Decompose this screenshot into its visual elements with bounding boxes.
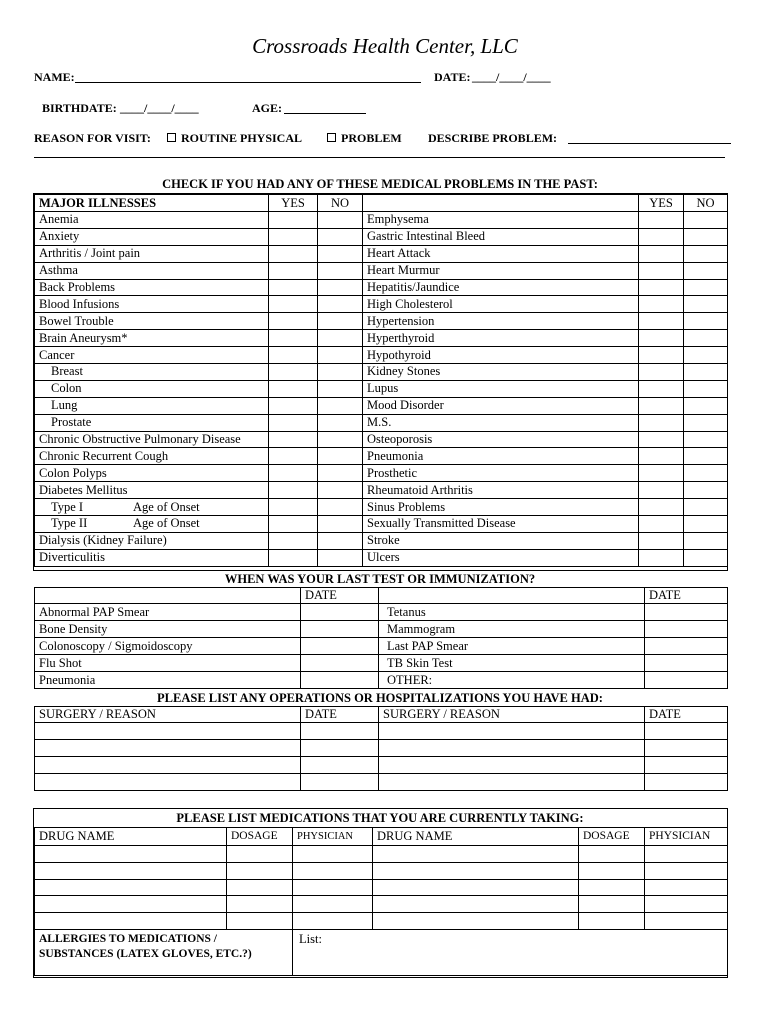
- illness-no-checkbox-right[interactable]: [684, 397, 728, 414]
- illness-subtype: Lung: [51, 398, 78, 413]
- age-of-onset-label: Age of Onset: [133, 499, 200, 514]
- dosage-field-right[interactable]: [579, 913, 645, 930]
- physician-field-right[interactable]: [645, 913, 728, 930]
- test-date-field-right[interactable]: [645, 672, 728, 689]
- describe-problem-label: DESCRIBE PROBLEM:: [428, 131, 558, 145]
- test-row: [35, 672, 728, 689]
- routine-physical-label: ROUTINE PHYSICAL: [181, 131, 303, 145]
- illness-name-right: Kidney Stones: [363, 364, 639, 381]
- illness-subtype: Type II: [51, 516, 88, 531]
- illness-yes-checkbox-right[interactable]: [639, 364, 684, 381]
- illness-yes-checkbox[interactable]: [269, 431, 318, 448]
- illness-yes-checkbox[interactable]: [269, 228, 318, 245]
- illness-yes-checkbox[interactable]: [269, 313, 318, 330]
- drug-name-field[interactable]: [35, 879, 227, 896]
- name-field[interactable]: [75, 82, 421, 83]
- age-label: AGE:: [252, 101, 282, 115]
- illness-row: [35, 330, 728, 347]
- op-date-field-right[interactable]: [645, 757, 728, 774]
- physician-field[interactable]: [293, 879, 373, 896]
- illness-no-checkbox-right[interactable]: [684, 313, 728, 330]
- illness-yes-checkbox[interactable]: [269, 296, 318, 313]
- yes-header: YES: [269, 195, 318, 212]
- illness-name-right: Hepatitis/Jaundice: [363, 279, 639, 296]
- illness-no-checkbox-right[interactable]: [684, 414, 728, 431]
- routine-physical-checkbox[interactable]: [167, 133, 176, 142]
- illness-header-blank: [363, 195, 639, 212]
- illness-row: [35, 279, 728, 296]
- op-date-field-right[interactable]: [645, 740, 728, 757]
- problem-label: PROBLEM: [341, 131, 402, 145]
- drug-name-field[interactable]: [35, 913, 227, 930]
- illnesses-table: [34, 194, 728, 567]
- illness-row: [35, 380, 728, 397]
- operations-heading: PLEASE LIST ANY OPERATIONS OR HOSPITALIZATIONS YOU HAVE HAD:: [157, 691, 603, 705]
- illness-yes-checkbox-right[interactable]: [639, 414, 684, 431]
- illness-name: [35, 499, 269, 516]
- physician-field-right[interactable]: [645, 896, 728, 913]
- illness-name-right: Heart Murmur: [363, 262, 639, 279]
- illness-name: Diabetes Mellitus: [35, 482, 269, 499]
- dosage-header-right: DOSAGE: [579, 828, 645, 846]
- tests-date-header-right: DATE: [645, 588, 728, 604]
- surgery-field[interactable]: [35, 774, 301, 791]
- illness-name-right: Rheumatoid Arthritis: [363, 482, 639, 499]
- illness-name-right: Pneumonia: [363, 448, 639, 465]
- illness-row: [35, 296, 728, 313]
- test-date-field[interactable]: [301, 638, 379, 655]
- illness-name-right: Osteoporosis: [363, 431, 639, 448]
- tests-blank-header: [35, 588, 301, 604]
- illness-no-checkbox-right[interactable]: [684, 448, 728, 465]
- physician-field[interactable]: [293, 846, 373, 863]
- describe-problem-field[interactable]: [568, 143, 731, 144]
- illness-yes-checkbox-right[interactable]: [639, 549, 684, 566]
- dosage-field-right[interactable]: [579, 879, 645, 896]
- illness-yes-checkbox-right[interactable]: [639, 431, 684, 448]
- age-field[interactable]: [284, 113, 366, 114]
- drug-name-field-right[interactable]: [373, 846, 579, 863]
- illness-no-checkbox[interactable]: [318, 347, 363, 364]
- illness-name-right: Prosthetic: [363, 465, 639, 482]
- illness-yes-checkbox-right[interactable]: [639, 380, 684, 397]
- illness-name-right: Heart Attack: [363, 245, 639, 262]
- op-date-field[interactable]: [301, 757, 379, 774]
- allergies-label-line2: SUBSTANCES (LATEX GLOVES, ETC.?): [39, 948, 252, 960]
- illness-yes-checkbox[interactable]: [269, 364, 318, 381]
- medication-row: [35, 879, 728, 896]
- problem-option[interactable]: [327, 131, 402, 146]
- illness-name: Arthritis / Joint pain: [35, 245, 269, 262]
- illness-row: [35, 347, 728, 364]
- test-row: [35, 621, 728, 638]
- illness-no-checkbox[interactable]: [318, 516, 363, 533]
- illness-yes-checkbox-right[interactable]: [639, 397, 684, 414]
- illness-yes-checkbox[interactable]: [269, 397, 318, 414]
- illness-yes-checkbox-right[interactable]: [639, 212, 684, 229]
- illness-no-checkbox[interactable]: [318, 465, 363, 482]
- illness-no-checkbox[interactable]: [318, 549, 363, 566]
- name-label: NAME:: [34, 70, 75, 84]
- illness-yes-checkbox[interactable]: [269, 279, 318, 296]
- illness-row: [35, 549, 728, 566]
- surgery-field-right[interactable]: [379, 723, 645, 740]
- illness-yes-checkbox-right[interactable]: [639, 313, 684, 330]
- illness-name-right: Mood Disorder: [363, 397, 639, 414]
- dosage-field[interactable]: [227, 913, 293, 930]
- illness-name: [35, 397, 269, 414]
- problem-checkbox[interactable]: [327, 133, 336, 142]
- illness-name-right: Hypothyroid: [363, 347, 639, 364]
- test-name-right: OTHER:: [379, 672, 645, 689]
- illness-yes-checkbox[interactable]: [269, 330, 318, 347]
- illness-row: [35, 364, 728, 381]
- drug-name-field[interactable]: [35, 846, 227, 863]
- drug-name-field-right[interactable]: [373, 879, 579, 896]
- illness-no-checkbox-right[interactable]: [684, 364, 728, 381]
- illness-row: [35, 262, 728, 279]
- op-date-field-right[interactable]: [645, 774, 728, 791]
- dosage-field[interactable]: [227, 896, 293, 913]
- illness-no-checkbox-right[interactable]: [684, 279, 728, 296]
- test-name-right: Tetanus: [379, 604, 645, 621]
- illness-no-checkbox-right[interactable]: [684, 465, 728, 482]
- illness-row: [35, 414, 728, 431]
- illness-yes-checkbox[interactable]: [269, 499, 318, 516]
- illness-row: [35, 516, 728, 533]
- physician-field[interactable]: [293, 862, 373, 879]
- illness-name-right: High Cholesterol: [363, 296, 639, 313]
- illness-name-right: Gastric Intestinal Bleed: [363, 228, 639, 245]
- drug-name-field-right[interactable]: [373, 862, 579, 879]
- illness-yes-checkbox-right[interactable]: [639, 228, 684, 245]
- medication-row: [35, 862, 728, 879]
- test-date-field[interactable]: [301, 621, 379, 638]
- illness-yes-checkbox-right[interactable]: [639, 465, 684, 482]
- illness-yes-checkbox-right[interactable]: [639, 516, 684, 533]
- illness-no-checkbox-right[interactable]: [684, 296, 728, 313]
- illness-name: Back Problems: [35, 279, 269, 296]
- drug-name-header-right: DRUG NAME: [373, 828, 579, 846]
- illness-name: Colon Polyps: [35, 465, 269, 482]
- illness-row: [35, 397, 728, 414]
- test-date-field[interactable]: [301, 655, 379, 672]
- illness-name: Anxiety: [35, 228, 269, 245]
- test-row: [35, 655, 728, 672]
- dosage-field-right[interactable]: [579, 896, 645, 913]
- op-date-field[interactable]: [301, 774, 379, 791]
- allergies-table: [34, 929, 728, 976]
- surgery-field[interactable]: [35, 723, 301, 740]
- reason-label: REASON FOR VISIT:: [34, 131, 151, 145]
- test-date-field[interactable]: [301, 604, 379, 621]
- illness-name: Chronic Recurrent Cough: [35, 448, 269, 465]
- illness-no-checkbox[interactable]: [318, 313, 363, 330]
- illness-name: [35, 516, 269, 533]
- drug-name-field-right[interactable]: [373, 896, 579, 913]
- illness-no-checkbox[interactable]: [318, 330, 363, 347]
- medication-row: [35, 913, 728, 930]
- illness-subtype: Prostate: [51, 415, 92, 430]
- describe-problem-field-line2[interactable]: [34, 157, 725, 158]
- illness-name: Cancer: [35, 347, 269, 364]
- illness-no-checkbox-right[interactable]: [684, 532, 728, 549]
- illness-yes-checkbox-right[interactable]: [639, 330, 684, 347]
- test-name: Flu Shot: [35, 655, 301, 672]
- illness-yes-checkbox[interactable]: [269, 465, 318, 482]
- illness-no-checkbox[interactable]: [318, 212, 363, 229]
- test-date-field[interactable]: [301, 672, 379, 689]
- surgery-field-right[interactable]: [379, 757, 645, 774]
- operation-row: [35, 723, 728, 740]
- illness-name-right: M.S.: [363, 414, 639, 431]
- dosage-field[interactable]: [227, 879, 293, 896]
- drug-name-field-right[interactable]: [373, 913, 579, 930]
- dosage-header: DOSAGE: [227, 828, 293, 846]
- operation-row: [35, 774, 728, 791]
- illness-name: Bowel Trouble: [35, 313, 269, 330]
- illness-no-checkbox-right[interactable]: [684, 499, 728, 516]
- date-label: DATE:: [434, 70, 471, 84]
- illness-row: [35, 499, 728, 516]
- surgery-header: SURGERY / REASON: [35, 707, 301, 723]
- illness-yes-checkbox[interactable]: [269, 245, 318, 262]
- illness-no-checkbox[interactable]: [318, 532, 363, 549]
- test-row: [35, 604, 728, 621]
- dosage-field[interactable]: [227, 846, 293, 863]
- illness-row: [35, 465, 728, 482]
- illness-name-right: Emphysema: [363, 212, 639, 229]
- illness-yes-checkbox[interactable]: [269, 262, 318, 279]
- illness-name: [35, 414, 269, 431]
- illness-yes-checkbox-right[interactable]: [639, 296, 684, 313]
- illness-row: [35, 245, 728, 262]
- illness-name: [35, 380, 269, 397]
- physician-header: PHYSICIAN: [293, 828, 373, 846]
- medication-row: [35, 846, 728, 863]
- illness-yes-checkbox-right[interactable]: [639, 532, 684, 549]
- age-of-onset-label: Age of Onset: [133, 516, 200, 531]
- illness-name-right: Sexually Transmitted Disease: [363, 516, 639, 533]
- medications-table: [34, 827, 728, 930]
- physician-field-right[interactable]: [645, 862, 728, 879]
- illness-no-checkbox-right[interactable]: [684, 228, 728, 245]
- illness-name-right: Ulcers: [363, 549, 639, 566]
- illness-row: [35, 448, 728, 465]
- illness-row: [35, 212, 728, 229]
- illness-no-checkbox[interactable]: [318, 431, 363, 448]
- dosage-field[interactable]: [227, 862, 293, 879]
- illness-name: Asthma: [35, 262, 269, 279]
- dosage-field-right[interactable]: [579, 846, 645, 863]
- illness-no-checkbox[interactable]: [318, 380, 363, 397]
- illness-yes-checkbox-right[interactable]: [639, 279, 684, 296]
- test-date-field-right[interactable]: [645, 621, 728, 638]
- op-date-field-right[interactable]: [645, 723, 728, 740]
- illness-yes-checkbox[interactable]: [269, 414, 318, 431]
- yes-header-right: YES: [639, 195, 684, 212]
- illness-yes-checkbox[interactable]: [269, 549, 318, 566]
- illness-name: Chronic Obstructive Pulmonary Disease: [35, 431, 269, 448]
- birthdate-field[interactable]: ____/____/____: [120, 101, 199, 115]
- illness-yes-checkbox[interactable]: [269, 532, 318, 549]
- test-name: Abnormal PAP Smear: [35, 604, 301, 621]
- illness-yes-checkbox[interactable]: [269, 212, 318, 229]
- illness-name: Diverticulitis: [35, 549, 269, 566]
- test-row: [35, 638, 728, 655]
- medications-heading: PLEASE LIST MEDICATIONS THAT YOU ARE CURRENTLY TAKING:: [176, 811, 584, 825]
- physician-header-right: PHYSICIAN: [645, 828, 728, 846]
- tests-heading: WHEN WAS YOUR LAST TEST OR IMMUNIZATION?: [224, 572, 536, 586]
- test-name: Colonoscopy / Sigmoidoscopy: [35, 638, 301, 655]
- test-date-field-right[interactable]: [645, 655, 728, 672]
- illness-no-checkbox[interactable]: [318, 245, 363, 262]
- test-name-right: TB Skin Test: [379, 655, 645, 672]
- illness-no-checkbox-right[interactable]: [684, 330, 728, 347]
- illness-name: Anemia: [35, 212, 269, 229]
- op-date-field[interactable]: [301, 740, 379, 757]
- drug-name-header: DRUG NAME: [35, 828, 227, 846]
- test-date-field-right[interactable]: [645, 638, 728, 655]
- test-name-right: Mammogram: [379, 621, 645, 638]
- test-name: Bone Density: [35, 621, 301, 638]
- allergies-label-line1: ALLERGIES TO MEDICATIONS /: [39, 933, 217, 945]
- date-field[interactable]: ____/____/____: [472, 70, 551, 84]
- illness-name-right: Hypertension: [363, 313, 639, 330]
- illness-name-right: Hyperthyroid: [363, 330, 639, 347]
- illness-name-right: Sinus Problems: [363, 499, 639, 516]
- illness-yes-checkbox[interactable]: [269, 380, 318, 397]
- illness-no-checkbox-right[interactable]: [684, 262, 728, 279]
- illness-no-checkbox-right[interactable]: [684, 549, 728, 566]
- illness-no-checkbox-right[interactable]: [684, 347, 728, 364]
- surgery-field-right[interactable]: [379, 740, 645, 757]
- allergies-list-field[interactable]: [293, 930, 728, 976]
- test-name-right: Last PAP Smear: [379, 638, 645, 655]
- illness-yes-checkbox[interactable]: [269, 347, 318, 364]
- physician-field-right[interactable]: [645, 846, 728, 863]
- illness-name-right: Stroke: [363, 532, 639, 549]
- illness-row: [35, 532, 728, 549]
- illness-row: [35, 313, 728, 330]
- illness-no-checkbox[interactable]: [318, 296, 363, 313]
- tests-date-header: DATE: [301, 588, 379, 604]
- illness-yes-checkbox-right[interactable]: [639, 347, 684, 364]
- operations-table: [34, 706, 728, 791]
- surgery-field[interactable]: [35, 757, 301, 774]
- tests-blank-header-right: [379, 588, 645, 604]
- illness-subtype: Type I: [51, 499, 84, 514]
- illness-subtype: Colon: [51, 381, 82, 396]
- allergies-label: [35, 930, 293, 976]
- illness-no-checkbox[interactable]: [318, 499, 363, 516]
- illness-row: [35, 482, 728, 499]
- illness-yes-checkbox-right[interactable]: [639, 482, 684, 499]
- op-date-header-right: DATE: [645, 707, 728, 723]
- illness-no-checkbox-right[interactable]: [684, 516, 728, 533]
- illness-no-checkbox-right[interactable]: [684, 482, 728, 499]
- illness-yes-checkbox[interactable]: [269, 448, 318, 465]
- operation-row: [35, 740, 728, 757]
- illness-yes-checkbox-right[interactable]: [639, 499, 684, 516]
- physician-field[interactable]: [293, 896, 373, 913]
- surgery-header-right: SURGERY / REASON: [379, 707, 645, 723]
- test-date-field-right[interactable]: [645, 604, 728, 621]
- illness-name: Brain Aneurysm*: [35, 330, 269, 347]
- illness-name-right: Lupus: [363, 380, 639, 397]
- illness-no-checkbox-right[interactable]: [684, 431, 728, 448]
- illness-row: [35, 431, 728, 448]
- illness-name: Dialysis (Kidney Failure): [35, 532, 269, 549]
- illness-name: Blood Infusions: [35, 296, 269, 313]
- form-title: Crossroads Health Center, LLC: [252, 34, 518, 58]
- operation-row: [35, 757, 728, 774]
- op-date-field[interactable]: [301, 723, 379, 740]
- illness-no-checkbox-right[interactable]: [684, 212, 728, 229]
- tests-table: [34, 587, 728, 689]
- illness-row: [35, 228, 728, 245]
- no-header-right: NO: [684, 195, 728, 212]
- illness-no-checkbox[interactable]: [318, 414, 363, 431]
- physician-field-right[interactable]: [645, 879, 728, 896]
- illness-no-checkbox[interactable]: [318, 482, 363, 499]
- illness-no-checkbox-right[interactable]: [684, 380, 728, 397]
- dosage-field-right[interactable]: [579, 862, 645, 879]
- illness-yes-checkbox-right[interactable]: [639, 245, 684, 262]
- drug-name-field[interactable]: [35, 896, 227, 913]
- illness-no-checkbox[interactable]: [318, 262, 363, 279]
- illness-no-checkbox[interactable]: [318, 279, 363, 296]
- test-name: Pneumonia: [35, 672, 301, 689]
- major-illnesses-header: MAJOR ILLNESSES: [35, 195, 269, 212]
- drug-name-field[interactable]: [35, 862, 227, 879]
- allergies-list-label: List:: [299, 932, 322, 946]
- illness-subtype: Breast: [51, 364, 83, 379]
- illness-yes-checkbox-right[interactable]: [639, 448, 684, 465]
- illness-no-checkbox[interactable]: [318, 228, 363, 245]
- illness-yes-checkbox[interactable]: [269, 482, 318, 499]
- surgery-field[interactable]: [35, 740, 301, 757]
- op-date-header: DATE: [301, 707, 379, 723]
- routine-physical-option[interactable]: [167, 131, 302, 146]
- illnesses-heading: CHECK IF YOU HAD ANY OF THESE MEDICAL PROBLEMS IN THE PAST:: [162, 177, 598, 191]
- illness-yes-checkbox-right[interactable]: [639, 262, 684, 279]
- illness-name: [35, 364, 269, 381]
- illness-no-checkbox[interactable]: [318, 448, 363, 465]
- physician-field[interactable]: [293, 913, 373, 930]
- surgery-field-right[interactable]: [379, 774, 645, 791]
- medication-row: [35, 896, 728, 913]
- illness-no-checkbox[interactable]: [318, 397, 363, 414]
- illness-no-checkbox[interactable]: [318, 364, 363, 381]
- illness-yes-checkbox[interactable]: [269, 516, 318, 533]
- no-header: NO: [318, 195, 363, 212]
- illness-no-checkbox-right[interactable]: [684, 245, 728, 262]
- birthdate-label: BIRTHDATE:: [42, 101, 117, 115]
